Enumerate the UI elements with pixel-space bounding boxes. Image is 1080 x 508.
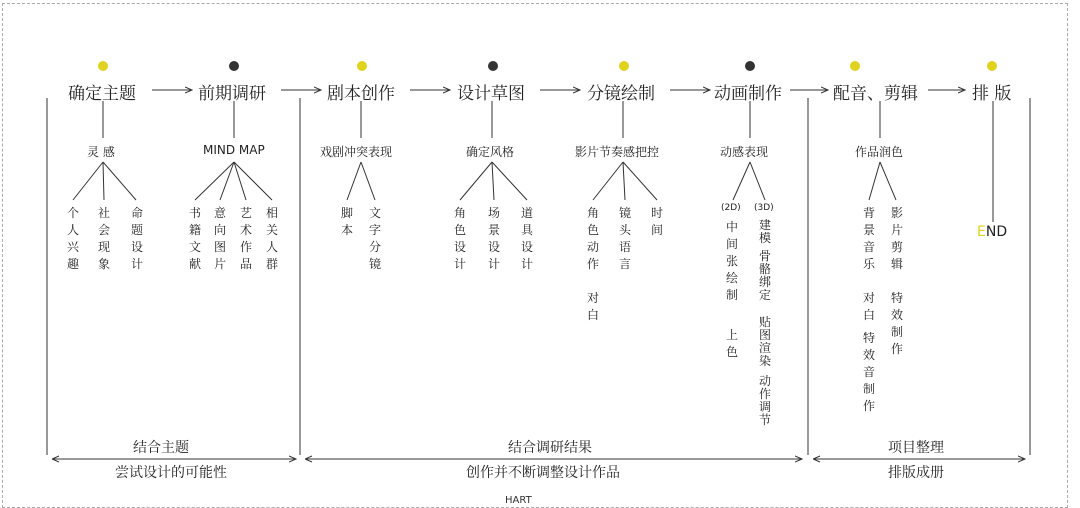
end-label-accent: E (977, 224, 986, 240)
sub-label-4: 确定风格 (466, 145, 515, 159)
step-8: 排 版 (972, 84, 1012, 104)
item-column: 场景设计 (487, 206, 500, 271)
item-column: 命题设计 (130, 206, 143, 271)
watermark: HART (505, 495, 532, 506)
step-dot-1 (98, 61, 108, 71)
item-column: 相关人群 (265, 206, 278, 271)
step-dot-4 (488, 61, 498, 71)
item-column: 道具设计 (520, 206, 533, 271)
group-1-caption: 尝试设计的可能性 (115, 465, 227, 481)
item-column: 特效制作 (890, 291, 903, 356)
step-dot-7 (850, 61, 860, 71)
tag-2d: (2D) (721, 203, 741, 213)
sub-label-5: 影片节奏感把控 (575, 145, 660, 159)
item-column: 文字分镜 (368, 206, 381, 271)
item-column: 贴图渲染 (758, 315, 771, 368)
step-6: 动画制作 (714, 84, 782, 104)
step-5: 分镜绘制 (587, 84, 655, 104)
tag-3d: (3D) (754, 203, 774, 213)
sub-label-1: 灵 感 (87, 145, 115, 159)
item-column: 骨骼绑定 (758, 249, 771, 302)
item-column: 影片剪辑 (890, 206, 903, 271)
item-column: 对白 (586, 291, 599, 322)
item-column: 脚本 (340, 206, 353, 237)
item-column: 背景音乐 (862, 206, 875, 271)
item-column: 社会现象 (97, 206, 110, 271)
step-2: 前期调研 (198, 84, 266, 104)
step-dot-2 (229, 61, 239, 71)
item-column: 时间 (650, 206, 663, 237)
group-2-title: 结合调研结果 (508, 440, 592, 456)
step-7: 配音、剪辑 (833, 84, 918, 104)
item-column: 中间张绘制 (725, 220, 738, 302)
sub-label-6: 动感表现 (720, 145, 769, 159)
item-column: 特效音制作 (862, 331, 875, 413)
item-column: 动作调节 (758, 374, 771, 427)
step-dot-3 (357, 61, 367, 71)
group-1-title: 结合主题 (133, 440, 189, 456)
item-column: 镜头语言 (618, 206, 631, 271)
group-2-caption: 创作并不断调整设计作品 (466, 465, 620, 481)
group-3-caption: 排版成册 (888, 465, 944, 481)
item-column: 建模 (758, 218, 771, 245)
item-column: 书籍文献 (188, 206, 201, 271)
item-column: 对白 (862, 291, 875, 322)
end-label-rest: ND (985, 224, 1008, 240)
sub-label-7: 作品润色 (855, 145, 904, 159)
step-3: 剧本创作 (327, 84, 395, 104)
item-column: 角色设计 (453, 206, 466, 271)
group-3-title: 项目整理 (888, 440, 944, 456)
item-column: 上色 (725, 328, 738, 359)
step-1: 确定主题 (68, 84, 136, 104)
step-4: 设计草图 (457, 84, 525, 104)
step-dot-5 (619, 61, 629, 71)
step-dot-8 (987, 61, 997, 71)
end-label (977, 224, 1007, 240)
step-dot-6 (745, 61, 755, 71)
sub-label-3: 戏剧冲突表现 (320, 145, 393, 159)
item-column: 艺术作品 (239, 206, 252, 271)
item-column: 个人兴趣 (66, 206, 79, 271)
item-column: 意向图片 (213, 206, 226, 271)
item-column: 角色动作 (586, 206, 599, 271)
sub-label-2: MIND MAP (203, 143, 265, 157)
